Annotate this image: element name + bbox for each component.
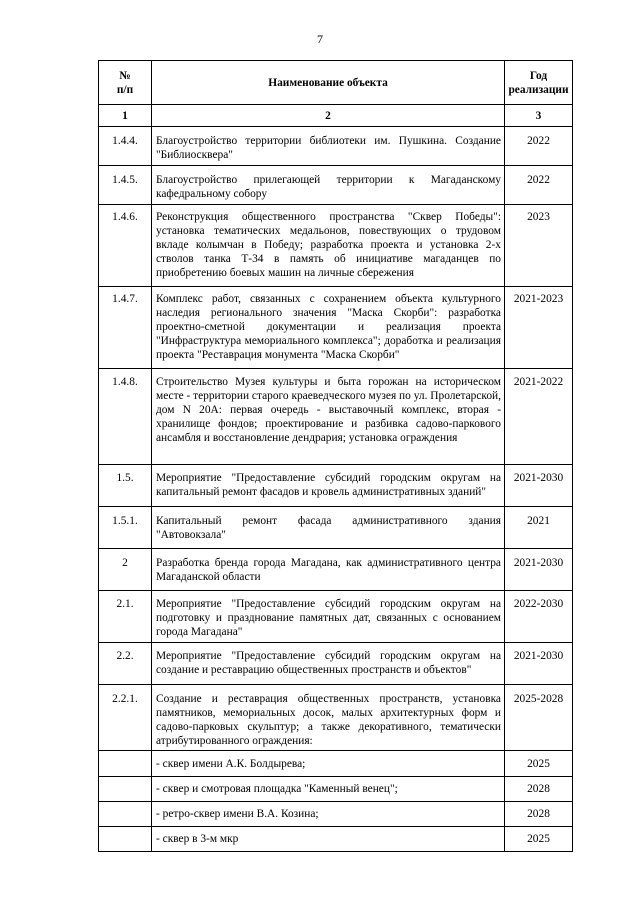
table-row (99, 591, 573, 643)
table-row (99, 166, 573, 205)
index-cell: 3 (505, 105, 573, 127)
row-year: 2028 (505, 777, 573, 802)
row-year: 2025 (505, 751, 573, 777)
row-name: - сквер имени А.К. Болдырева; (152, 751, 505, 777)
row-number: 1.5. (99, 465, 152, 507)
header-name: Наименование объекта (152, 61, 505, 105)
index-cell: 2 (152, 105, 505, 127)
table-row (99, 751, 573, 777)
row-number: 1.4.5. (99, 166, 152, 205)
row-name: - сквер в 3-м мкр (152, 827, 505, 852)
table-row (99, 507, 573, 549)
row-number: 1.4.8. (99, 369, 152, 465)
table-row (99, 287, 573, 369)
table-row (99, 827, 573, 852)
row-year: 2023 (505, 205, 573, 287)
row-number: 2 (99, 549, 152, 591)
row-name: - сквер и смотровая площадка "Каменный венец"; (152, 777, 505, 802)
row-number: 2.2. (99, 643, 152, 685)
row-number: 1.4.6. (99, 205, 152, 287)
row-name: Реконструкция общественного пространства "Сквер Победы": установка тематических медальонов, повествующих о трудовом вкладе колымчан в Победу; разработка проекта и установка 2-х стволов танка Т-34 в память об инициативе магаданцев по приобретению боевых машин на личные сбережения (152, 205, 505, 287)
table-row (99, 802, 573, 827)
row-year: 2022 (505, 127, 573, 166)
header-row (99, 61, 573, 105)
table-row (99, 465, 573, 507)
row-year: 2021-2030 (505, 643, 573, 685)
row-name: Строительство Музея культуры и быта горожан на историческом месте - территории старого краеведческого музея по ул. Пролетарской, дом N 20А: первая очередь - выставочный комплекс, вторая - хранилище фондов; проектирование и разбивка садово-паркового ансамбля и восстановление дендрария; установка ограждения (152, 369, 505, 465)
table-row (99, 685, 573, 751)
row-number: 2.1. (99, 591, 152, 643)
row-year: 2021 (505, 507, 573, 549)
table-row (99, 549, 573, 591)
row-year: 2022 (505, 166, 573, 205)
row-year: 2028 (505, 802, 573, 827)
objects-table (98, 60, 573, 852)
row-number: 1.5.1. (99, 507, 152, 549)
row-year: 2021-2022 (505, 369, 573, 465)
row-name: Мероприятие "Предоставление субсидий городским округам на капитальный ремонт фасадов и кровель административных зданий" (152, 465, 505, 507)
header-num: № п/п (99, 61, 152, 105)
table-body (99, 127, 573, 852)
table-row (99, 777, 573, 802)
table-row (99, 369, 573, 465)
table-row (99, 205, 573, 287)
row-number: 1.4.7. (99, 287, 152, 369)
row-name: Мероприятие "Предоставление субсидий городским округам на подготовку и празднование памятных дат, связанных с основанием города Магадана" (152, 591, 505, 643)
page-number: 7 (317, 32, 323, 46)
header-year: Год реализации (505, 61, 573, 105)
row-year: 2021-2030 (505, 465, 573, 507)
row-number (99, 802, 152, 827)
row-year: 2022-2030 (505, 591, 573, 643)
row-year: 2025-2028 (505, 685, 573, 751)
row-number: 1.4.4. (99, 127, 152, 166)
row-name: Создание и реставрация общественных пространств, установка памятников, мемориальных досок, малых архитектурных форм и садово-парковых скульптур; а также декоративного, тематически атрибутированного ограждения: (152, 685, 505, 751)
row-year: 2021-2030 (505, 549, 573, 591)
row-name: Благоустройство территории библиотеки им. Пушкина. Создание "Библиосквера" (152, 127, 505, 166)
row-number (99, 827, 152, 852)
row-name: Благоустройство прилегающей территории к Магаданскому кафедральному собору (152, 166, 505, 205)
index-row (99, 105, 573, 127)
row-name: Разработка бренда города Магадана, как административного центра Магаданской области (152, 549, 505, 591)
table-row (99, 127, 573, 166)
row-name: Мероприятие "Предоставление субсидий городским округам на создание и реставрацию общественных пространств и объектов" (152, 643, 505, 685)
index-cell: 1 (99, 105, 152, 127)
row-year: 2021-2023 (505, 287, 573, 369)
row-name: - ретро-сквер имени В.А. Козина; (152, 802, 505, 827)
row-name: Комплекс работ, связанных с сохранением объекта культурного наследия регионального значения "Маска Скорби": разработка проектно-сметной документации и реализация проекта "Инфраструктура мемориального комплекса"; доработка и реализация проекта "Реставрация монумента "Маска Скорби" (152, 287, 505, 369)
table-row (99, 643, 573, 685)
row-number: 2.2.1. (99, 685, 152, 751)
row-year: 2025 (505, 827, 573, 852)
row-name: Капитальный ремонт фасада административного здания "Автовокзала" (152, 507, 505, 549)
row-number (99, 751, 152, 777)
row-number (99, 777, 152, 802)
